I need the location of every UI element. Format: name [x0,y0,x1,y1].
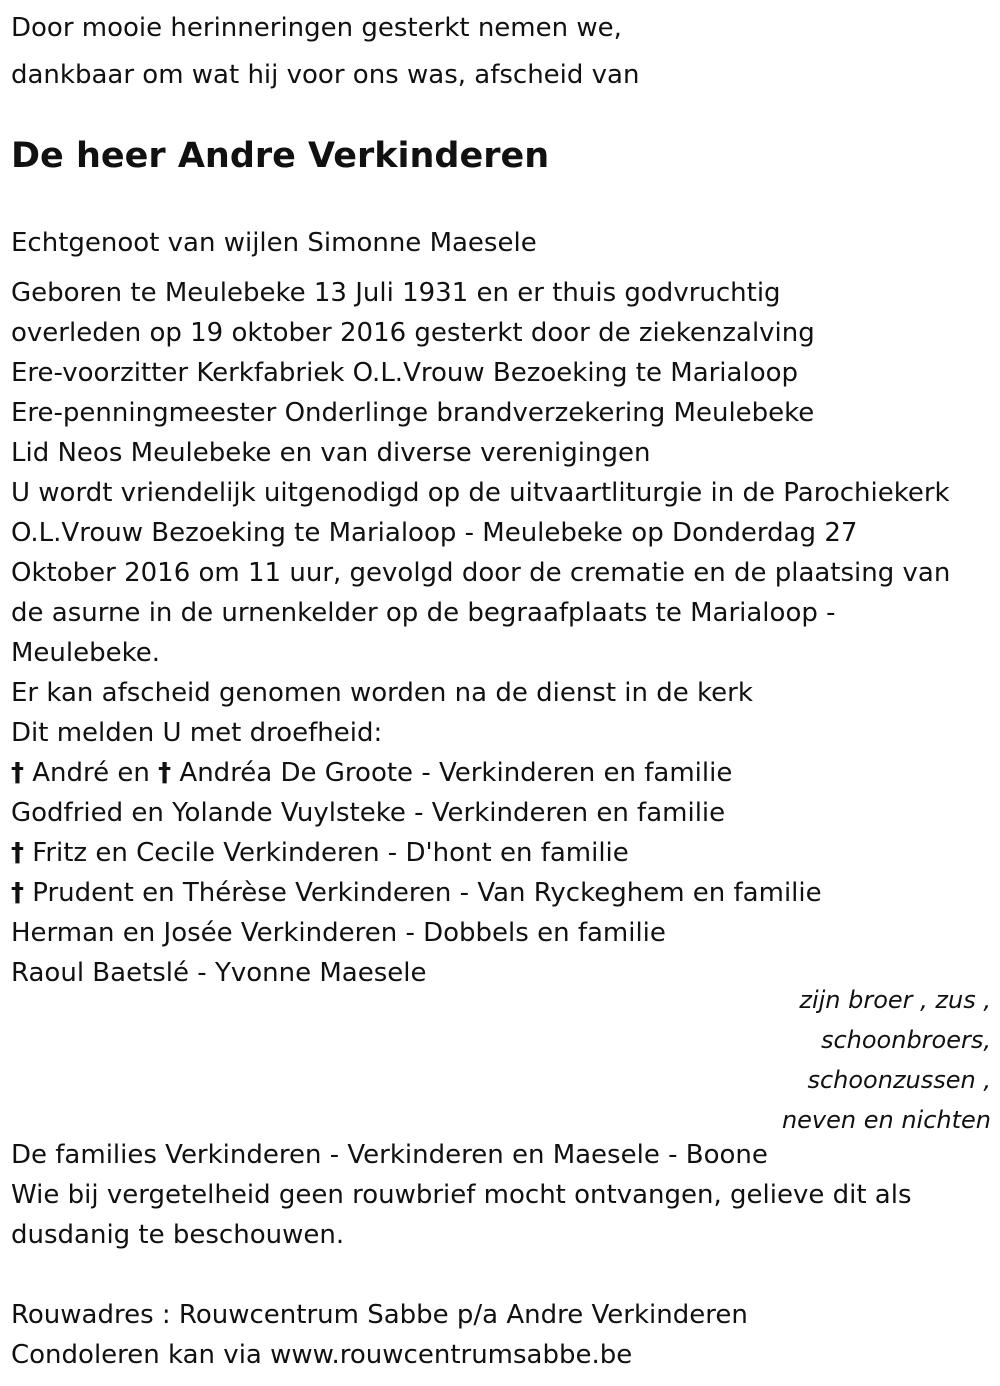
body-line: Oktober 2016 om 11 uur, gevolgd door de crematie en de plaatsing van [11,558,951,588]
body-line: Geboren te Meulebeke 13 Juli 1931 en er thuis godvruchtig [11,278,781,308]
spouse-line: Echtgenoot van wijlen Simonne Maesele [11,228,537,258]
closing-block [11,1135,912,1255]
relation-line: schoonbroers, [820,1026,991,1054]
cross-icon: † [11,878,24,908]
cross-icon: † [11,838,24,868]
mourning-address: Rouwadres : Rouwcentrum Sabbe p/a Andre Verkinderen [11,1300,748,1330]
cross-icon: † [158,758,172,788]
intro-line-2: dankbaar om wat hij voor ons was, afscheid van [11,60,640,90]
closing-line: dusdanig te beschouwen. [11,1220,345,1250]
relation-line: schoonzussen , [807,1066,991,1094]
closing-line: De families Verkinderen - Verkinderen en Maesele - Boone [11,1140,768,1170]
body-line: Er kan afscheid genomen worden na de dienst in de kerk [11,678,753,708]
family-line: Raoul Baetslé - Yvonne Maesele [11,958,427,988]
deceased-name-heading: De heer Andre Verkinderen [11,136,550,176]
closing-line: Wie bij vergetelheid geen rouwbrief mocht ontvangen, gelieve dit als [11,1180,912,1210]
family-line: Herman en Josée Verkinderen - Dobbels en familie [11,918,666,948]
relation-line: zijn broer , zus , [799,986,991,1014]
family-line [11,753,950,793]
body-line: Dit melden U met droefheid: [11,718,383,748]
body-line: Meulebeke. [11,638,161,668]
condolence-link: Condoleren kan via www.rouwcentrumsabbe.be [11,1340,633,1370]
cross-icon: † [11,758,24,788]
relation-line: neven en nichten [781,1106,991,1134]
family-line [11,873,950,913]
body-line: O.L.Vrouw Bezoeking te Marialoop - Meulebeke op Donderdag 27 [11,518,858,548]
family-line: Godfried en Yolande Vuylsteke - Verkinderen en familie [11,798,726,828]
family-text: Andréa De Groote - Verkinderen en familie [179,758,733,788]
family-line [11,833,950,873]
body-line: de asurne in de urnenkelder op de begraafplaats te Marialoop - [11,598,836,628]
contact-block [11,1295,748,1375]
intro-line-1: Door mooie herinneringen gesterkt nemen we, [11,13,622,43]
family-text: Fritz en Cecile Verkinderen - D'hont en familie [32,838,629,868]
family-text: Prudent en Thérèse Verkinderen - Van Ryckeghem en familie [32,878,822,908]
relation-signature [782,980,991,1140]
body-line: Ere-penningmeester Onderlinge brandverzekering Meulebeke [11,398,815,428]
body-line: Lid Neos Meulebeke en van diverse verenigingen [11,438,651,468]
body-line: U wordt vriendelijk uitgenodigd op de uitvaartliturgie in de Parochiekerk [11,478,950,508]
body-line: overleden op 19 oktober 2016 gesterkt door de ziekenzalving [11,318,815,348]
obituary-body [11,273,950,993]
body-line: Ere-voorzitter Kerkfabriek O.L.Vrouw Bezoeking te Marialoop [11,358,799,388]
family-text: André en [32,758,159,788]
